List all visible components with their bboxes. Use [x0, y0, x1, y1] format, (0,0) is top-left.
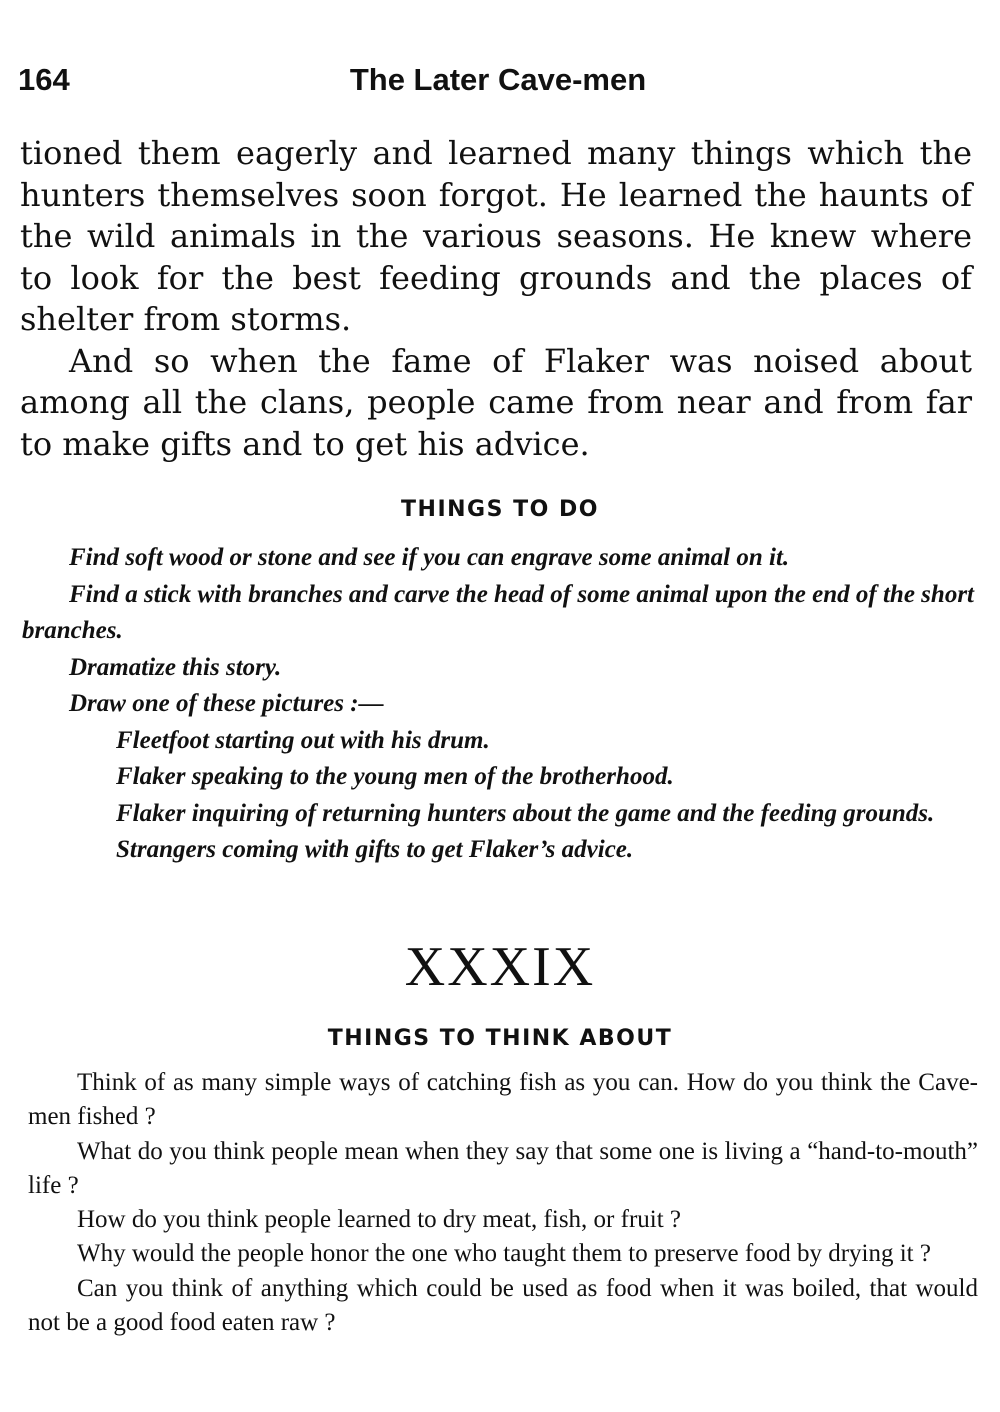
page-number: 164: [18, 62, 70, 97]
things-to-do-list: [22, 540, 974, 869]
picture-item: Fleetfoot starting out with his drum.: [116, 726, 490, 754]
todo-item: Find a stick with branches and carve the head of some animal upon the end of the short branches.: [22, 580, 974, 644]
things-to-think-about-list: [28, 1066, 978, 1340]
chapter-number: XXXIX: [404, 936, 596, 998]
think-item: Why would the people honor the one who taught them to preserve food by drying it ?: [77, 1240, 931, 1268]
body-paragraph: And so when the fame of Flaker was noised about among all the clans, people came from near and from far to make gifts and to get his advice.: [20, 341, 972, 463]
body-text: [20, 133, 972, 465]
running-title: The Later Cave-men: [349, 62, 647, 97]
things-to-think-about-heading: THINGS TO THINK ABOUT: [327, 1026, 673, 1051]
picture-item: Flaker speaking to the young men of the brotherhood.: [116, 763, 674, 790]
picture-item: Strangers coming with gifts to get Flaker’s advice.: [116, 836, 634, 863]
body-paragraph: tioned them eagerly and learned many things which the hunters themselves soon forgot. He learned the haunts of the wild animals in the various seasons. He knew where to look for the best feeding grounds and the places of shelter from storms.: [20, 134, 972, 338]
todo-item: Find soft wood or stone and see if you can engrave some animal on it.: [69, 544, 790, 571]
page-header: [18, 62, 978, 104]
think-item: Think of as many simple ways of catching fish as you can. How do you think the Cave-men fished ?: [28, 1069, 978, 1131]
things-to-do-heading: THINGS TO DO: [401, 497, 599, 522]
picture-item: Flaker inquiring of returning hunters about the game and the feeding grounds.: [116, 799, 935, 827]
todo-item: Draw one of these pictures :—: [69, 690, 384, 717]
think-item: How do you think people learned to dry meat, fish, or fruit ?: [77, 1206, 682, 1234]
think-item: What do you think people mean when they say that some one is living a “hand-to-mouth” life ?: [28, 1137, 978, 1199]
think-item: Can you think of anything which could be used as food when it was boiled, that would not be a good food eaten raw ?: [28, 1274, 978, 1337]
todo-item: Dramatize this story.: [69, 653, 282, 681]
